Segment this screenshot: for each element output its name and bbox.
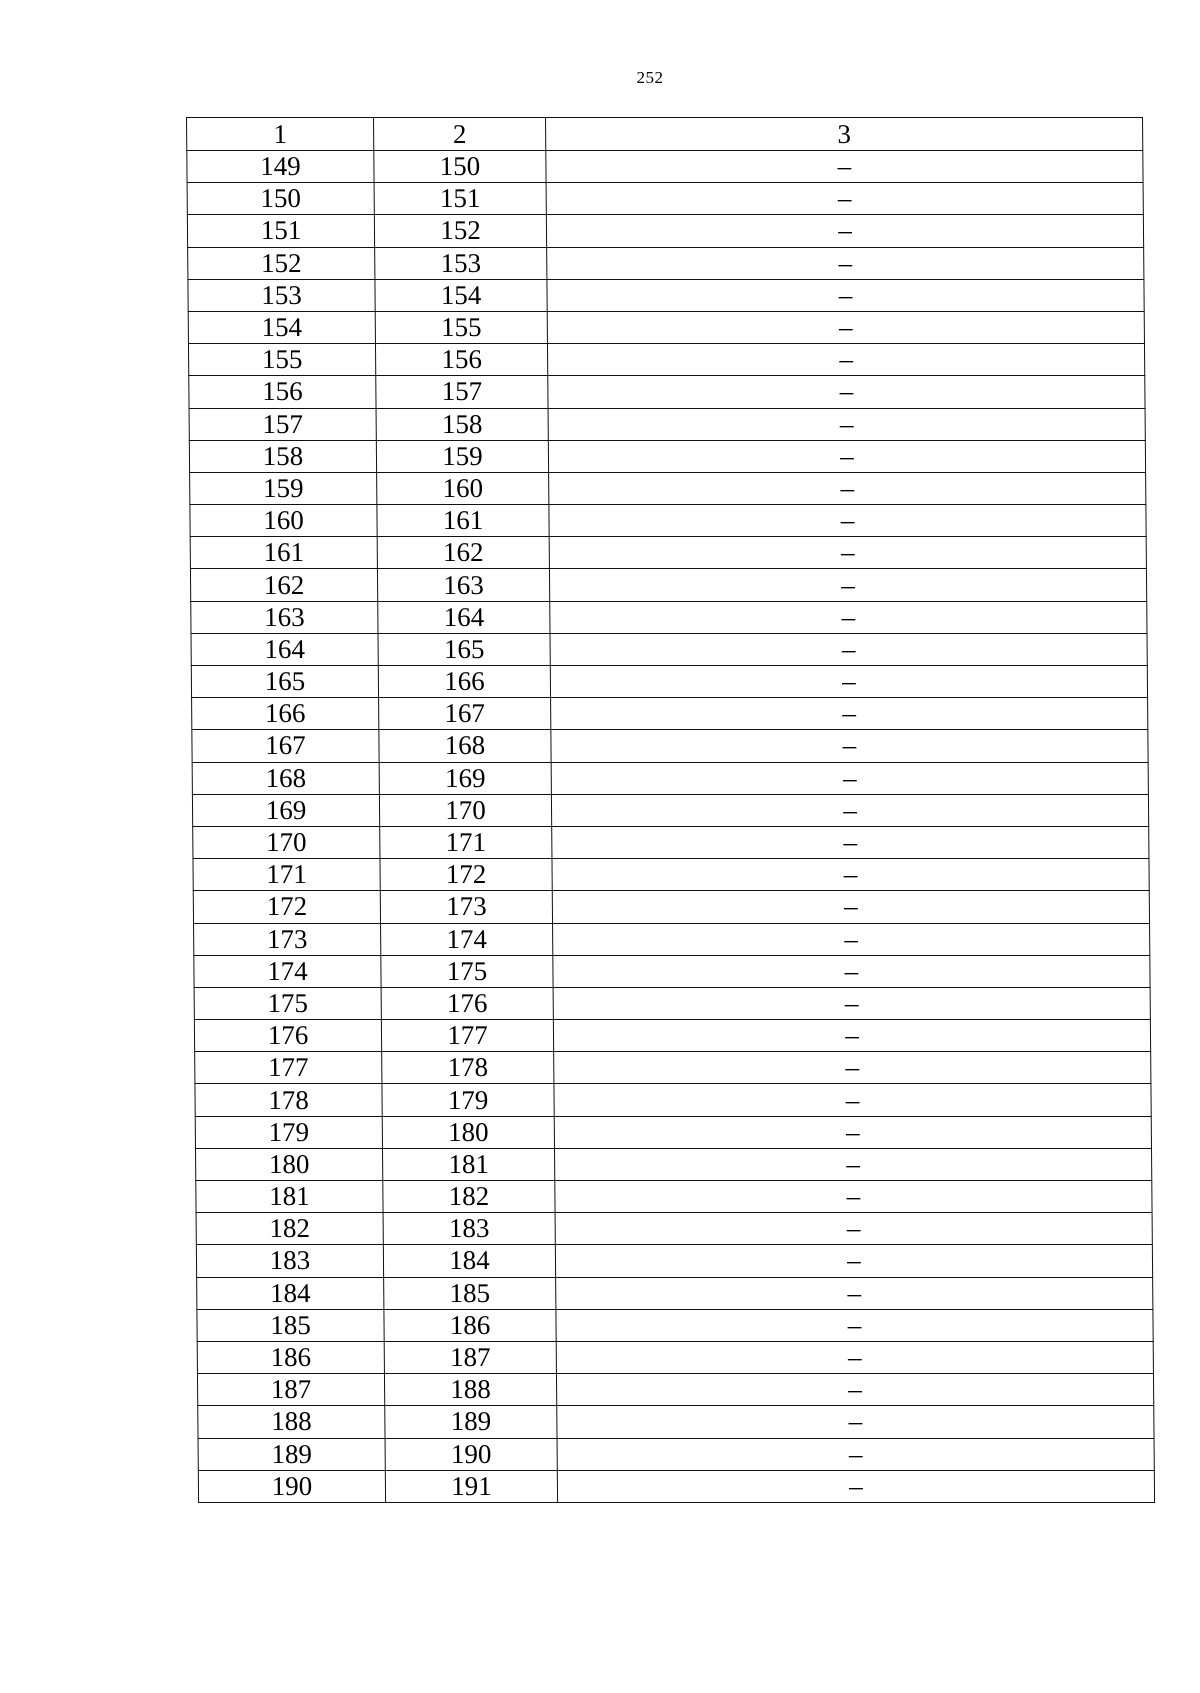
- table-row: [191, 601, 1147, 633]
- table-row: [196, 1148, 1152, 1180]
- table-row: [191, 633, 1147, 665]
- table-cell-col3: –: [551, 730, 1148, 762]
- data-table: [186, 117, 1155, 1503]
- table-cell-col1: 161: [190, 537, 377, 569]
- table-cell-col3: –: [546, 215, 1143, 247]
- table-cell-col3: –: [551, 794, 1148, 826]
- table-cell-col2: 151: [374, 183, 546, 215]
- table-row: [189, 376, 1145, 408]
- table-cell-col1: 169: [192, 794, 379, 826]
- table-cell-col1: 174: [194, 955, 381, 987]
- table-row: [193, 826, 1149, 858]
- table-row: [196, 1213, 1152, 1245]
- table-cell-col3: –: [547, 344, 1144, 376]
- table-cell-col3: –: [556, 1341, 1153, 1373]
- table-cell-col2: 179: [382, 1084, 554, 1116]
- table-cell-col1: 170: [193, 826, 380, 858]
- table-body: [187, 118, 1155, 1503]
- table-cell-col3: –: [554, 1116, 1151, 1148]
- table-row: [190, 569, 1146, 601]
- table-cell-col2: 164: [378, 601, 550, 633]
- table-row: [196, 1181, 1152, 1213]
- table-row: [189, 440, 1145, 472]
- table-cell-col1: 189: [198, 1438, 385, 1470]
- table-cell-col2: 161: [377, 505, 549, 537]
- table-row: [194, 955, 1150, 987]
- table-container: [186, 117, 1154, 1503]
- table-cell-col1: 188: [198, 1406, 385, 1438]
- table-cell-col3: –: [553, 1020, 1150, 1052]
- table-cell-col3: –: [554, 1052, 1151, 1084]
- table-row: [194, 987, 1150, 1019]
- table-row: [190, 472, 1146, 504]
- table-cell-col3: –: [550, 666, 1147, 698]
- table-cell-col2: 156: [375, 344, 547, 376]
- table-cell-col3: –: [557, 1470, 1154, 1502]
- table-cell-col3: –: [555, 1213, 1152, 1245]
- table-header-row: [187, 118, 1143, 151]
- table-cell-col2: 186: [384, 1309, 556, 1341]
- table-cell-col2: 187: [384, 1341, 556, 1373]
- table-row: [192, 698, 1148, 730]
- table-cell-col2: 152: [374, 215, 546, 247]
- table-cell-col2: 183: [383, 1213, 555, 1245]
- page-number: 252: [636, 68, 664, 87]
- table-cell-col2: 180: [382, 1116, 554, 1148]
- table-row: [190, 505, 1146, 537]
- table-cell-col2: 174: [381, 923, 553, 955]
- table-cell-col3: –: [548, 408, 1145, 440]
- table-row: [192, 762, 1148, 794]
- table-cell-col3: –: [556, 1374, 1153, 1406]
- table-cell-col3: –: [549, 537, 1146, 569]
- table-row: [197, 1374, 1153, 1406]
- table-cell-col1: 185: [197, 1309, 384, 1341]
- table-cell-col2: 159: [376, 440, 548, 472]
- table-cell-col2: 167: [379, 698, 551, 730]
- table-cell-col1: 164: [191, 633, 378, 665]
- table-cell-col3: –: [555, 1148, 1152, 1180]
- table-cell-col2: 165: [378, 633, 550, 665]
- table-cell-col1: 171: [193, 859, 380, 891]
- table-cell-col3: –: [551, 698, 1148, 730]
- table-cell-col3: –: [556, 1277, 1153, 1309]
- table-cell-col3: –: [552, 859, 1149, 891]
- table-row: [188, 247, 1144, 279]
- table-row: [187, 183, 1143, 215]
- table-cell-col3: –: [557, 1406, 1154, 1438]
- table-cell-col1: 179: [195, 1116, 382, 1148]
- table-cell-col2: 154: [375, 279, 547, 311]
- table-cell-col3: –: [547, 247, 1144, 279]
- table-cell-col1: 156: [189, 376, 376, 408]
- table-row: [198, 1470, 1154, 1502]
- table-row: [195, 1052, 1151, 1084]
- table-row: [190, 537, 1146, 569]
- table-row: [196, 1245, 1152, 1277]
- table-cell-col1: 158: [189, 440, 376, 472]
- table-row: [194, 1020, 1150, 1052]
- table-cell-col2: 162: [377, 537, 549, 569]
- table-cell-col2: 188: [384, 1374, 556, 1406]
- table-row: [195, 1116, 1151, 1148]
- table-cell-col1: 177: [195, 1052, 382, 1084]
- table-cell-col2: 153: [375, 247, 547, 279]
- table-cell-col3: –: [548, 376, 1145, 408]
- header-cell-col2: 2: [374, 118, 546, 151]
- table-cell-col3: –: [555, 1181, 1152, 1213]
- table-row: [197, 1277, 1153, 1309]
- table-row: [187, 151, 1143, 183]
- table-row: [197, 1309, 1153, 1341]
- table-cell-col1: 157: [189, 408, 376, 440]
- table-row: [194, 923, 1150, 955]
- table-cell-col3: –: [549, 505, 1146, 537]
- table-row: [193, 891, 1149, 923]
- table-cell-col1: 163: [191, 601, 378, 633]
- table-cell-col1: 187: [197, 1374, 384, 1406]
- table-cell-col3: –: [547, 311, 1144, 343]
- table-cell-col1: 168: [192, 762, 379, 794]
- table-row: [188, 311, 1144, 343]
- header-cell-col3: 3: [546, 118, 1143, 151]
- table-cell-col2: 176: [381, 987, 553, 1019]
- table-cell-col1: 178: [195, 1084, 382, 1116]
- table-row: [197, 1341, 1153, 1373]
- table-cell-col3: –: [546, 151, 1143, 183]
- table-cell-col2: 175: [381, 955, 553, 987]
- table-cell-col1: 173: [194, 923, 381, 955]
- table-cell-col3: –: [555, 1245, 1152, 1277]
- table-cell-col1: 183: [196, 1245, 383, 1277]
- table-row: [195, 1084, 1151, 1116]
- table-cell-col2: 163: [377, 569, 549, 601]
- table-cell-col1: 154: [188, 311, 375, 343]
- table-cell-col1: 180: [196, 1148, 383, 1180]
- table-cell-col2: 189: [385, 1406, 557, 1438]
- table-row: [191, 666, 1147, 698]
- table-cell-col1: 176: [194, 1020, 381, 1052]
- table-cell-col2: 185: [384, 1277, 556, 1309]
- table-cell-col2: 178: [382, 1052, 554, 1084]
- table-row: [189, 408, 1145, 440]
- table-cell-col1: 152: [188, 247, 375, 279]
- table-cell-col3: –: [553, 923, 1150, 955]
- table-cell-col2: 182: [383, 1181, 555, 1213]
- table-cell-col1: 166: [192, 698, 379, 730]
- table-cell-col3: –: [551, 762, 1148, 794]
- table-cell-col3: –: [553, 987, 1150, 1019]
- table-cell-col1: 175: [194, 987, 381, 1019]
- table-cell-col2: 177: [381, 1020, 553, 1052]
- table-cell-col1: 172: [193, 891, 380, 923]
- table-cell-col2: 169: [379, 762, 551, 794]
- table-cell-col2: 160: [377, 472, 549, 504]
- table-cell-col2: 191: [385, 1470, 557, 1502]
- table-cell-col3: –: [553, 955, 1150, 987]
- header-cell-col1: 1: [187, 118, 374, 151]
- table-cell-col1: 165: [191, 666, 378, 698]
- table-row: [188, 344, 1144, 376]
- table-cell-col3: –: [557, 1438, 1154, 1470]
- table-cell-col3: –: [554, 1084, 1151, 1116]
- table-cell-col3: –: [549, 569, 1146, 601]
- table-row: [188, 279, 1144, 311]
- table-cell-col2: 170: [379, 794, 551, 826]
- table-cell-col2: 181: [383, 1148, 555, 1180]
- table-cell-col1: 150: [187, 183, 374, 215]
- table-cell-col1: 149: [187, 151, 374, 183]
- table-cell-col1: 155: [188, 344, 375, 376]
- table-cell-col3: –: [556, 1309, 1153, 1341]
- table-cell-col2: 172: [380, 859, 552, 891]
- table-row: [198, 1438, 1154, 1470]
- table-cell-col1: 182: [196, 1213, 383, 1245]
- table-cell-col2: 173: [380, 891, 552, 923]
- table-cell-col1: 162: [190, 569, 377, 601]
- table-cell-col1: 190: [198, 1470, 385, 1502]
- table-cell-col3: –: [549, 472, 1146, 504]
- table-cell-col2: 184: [383, 1245, 555, 1277]
- table-cell-col2: 171: [380, 826, 552, 858]
- table-cell-col2: 168: [379, 730, 551, 762]
- table-row: [198, 1406, 1154, 1438]
- table-cell-col1: 184: [197, 1277, 384, 1309]
- table-row: [192, 730, 1148, 762]
- table-row: [192, 794, 1148, 826]
- table-cell-col3: –: [546, 183, 1143, 215]
- table-cell-col3: –: [550, 601, 1147, 633]
- table-cell-col2: 157: [376, 376, 548, 408]
- table-cell-col2: 166: [378, 666, 550, 698]
- table-cell-col2: 158: [376, 408, 548, 440]
- table-cell-col2: 190: [385, 1438, 557, 1470]
- table-cell-col3: –: [547, 279, 1144, 311]
- table-cell-col3: –: [552, 826, 1149, 858]
- table-row: [187, 215, 1143, 247]
- table-row: [193, 859, 1149, 891]
- table-cell-col1: 160: [190, 505, 377, 537]
- table-cell-col2: 150: [374, 151, 546, 183]
- table-cell-col1: 186: [197, 1341, 384, 1373]
- table-cell-col3: –: [552, 891, 1149, 923]
- table-cell-col3: –: [550, 633, 1147, 665]
- table-cell-col1: 167: [192, 730, 379, 762]
- table-cell-col2: 155: [375, 311, 547, 343]
- table-cell-col1: 151: [187, 215, 374, 247]
- table-cell-col1: 159: [190, 472, 377, 504]
- table-cell-col1: 153: [188, 279, 375, 311]
- table-cell-col3: –: [548, 440, 1145, 472]
- table-cell-col1: 181: [196, 1181, 383, 1213]
